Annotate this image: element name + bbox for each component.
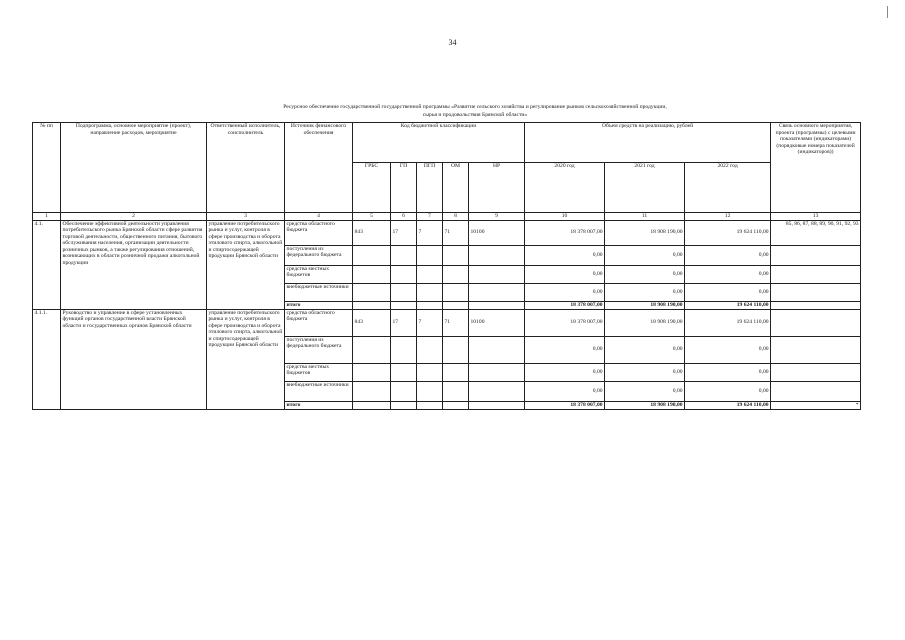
total-2021: 18 908 190,00 [605,301,685,309]
value-2020: 0,00 [525,265,605,283]
header-subprogram: Подпрограмма, основное мероприятие (проект), направление расходов, мероприятие [61,123,207,213]
gp-cell [391,363,417,381]
value-2022: 0,00 [685,245,771,265]
header-volume: Объем средств на реализацию, рублей [525,123,771,163]
col-number: 5 [353,213,391,221]
pgp-cell [417,363,443,381]
col-number: 9 [469,213,525,221]
value-2021: 18 908 190,00 [605,220,685,245]
total-label: итого [285,301,353,309]
total-2020: 18 378 007,00 [525,401,605,409]
source-cell: средства местных бюджетов [285,265,353,283]
total-link: * [771,401,861,409]
grbs-cell [353,283,391,301]
nr-cell [469,283,525,301]
grbs-cell [353,381,391,401]
col-number: 1 [33,213,61,221]
col-number: 8 [443,213,469,221]
column-number-row [33,213,861,221]
value-2021: 0,00 [605,363,685,381]
grbs-cell: 843 [353,309,391,336]
om-cell [443,265,469,283]
col-number: 10 [525,213,605,221]
table-row [33,309,861,336]
header-executor: Ответственный исполнитель, соисполнитель [207,123,285,213]
value-2020: 0,00 [525,245,605,265]
value-2020: 0,00 [525,363,605,381]
indicator-link [771,309,861,336]
title-line-1: Ресурсное обеспечение государственной государственной программы «Развитие сельского хозяйства и регулирование рынков сельскохозяйственной продукции, [283,104,667,110]
value-2022: 19 624 110,00 [685,220,771,245]
pgp-cell [417,283,443,301]
value-2020: 0,00 [525,336,605,363]
header-2020: 2020 год [525,163,605,213]
nr-cell: 10100 [469,220,525,245]
value-2021: 0,00 [605,381,685,401]
value-2022: 0,00 [685,336,771,363]
om-cell [443,245,469,265]
value-2020: 18 378 007,00 [525,220,605,245]
grbs-cell [353,336,391,363]
value-2021: 0,00 [605,245,685,265]
pgp-cell [417,265,443,283]
value-2022: 0,00 [685,283,771,301]
gp-cell: 17 [391,220,417,245]
source-cell: внебюджетные источники [285,283,353,301]
om-cell: 71 [443,309,469,336]
gp-cell [391,245,417,265]
row-name: Руководство и управление в сфере установленных функций органов государственной власти Брянской области и государственных органов Брянской области [61,309,207,409]
om-cell [443,363,469,381]
pgp-cell [417,336,443,363]
pgp-cell: 7 [417,220,443,245]
header-nr: НР [469,163,525,213]
total-2022: 19 624 110,00 [685,401,771,409]
source-cell: средства местных бюджетов [285,363,353,381]
gp-cell [391,283,417,301]
indicator-link [771,283,861,301]
row-number: 4.1. [33,220,61,309]
value-2022: 19 624 110,00 [685,309,771,336]
om-cell: 71 [443,220,469,245]
value-2020: 0,00 [525,381,605,401]
col-number: 4 [285,213,353,221]
nr-cell [469,265,525,283]
total-2022: 19 624 110,00 [685,301,771,309]
value-2021: 0,00 [605,265,685,283]
header-pgp: ПГП [417,163,443,213]
grbs-cell [353,363,391,381]
grbs-cell [353,265,391,283]
page-number: 34 [448,38,457,47]
header-grbs: ГРБС [353,163,391,213]
value-2022: 0,00 [685,265,771,283]
om-cell [443,283,469,301]
gp-cell [391,336,417,363]
gp-cell [391,381,417,401]
pgp-cell [417,381,443,401]
pgp-cell: 7 [417,309,443,336]
indicator-link: 85, 86, 87, 88, 89, 90, 91, 92, 93 [771,220,861,245]
total-link [771,301,861,309]
nr-cell: 10100 [469,309,525,336]
row-executor: управление потребительского рынка и услуг, контроля в сфере производства и оборота этилового спирта, алкогольной и спиртосодержащей продукции Брянской области [207,220,285,309]
value-2021: 0,00 [605,336,685,363]
source-cell: средства областного бюджета [285,309,353,336]
indicator-link [771,336,861,363]
scan-edge-mark [887,6,888,18]
col-number: 6 [391,213,417,221]
header-budget-code: Код бюджетной классификации [353,123,525,163]
indicator-link [771,363,861,381]
indicator-link [771,245,861,265]
grbs-cell: 843 [353,220,391,245]
value-2021: 18 908 190,00 [605,309,685,336]
col-number: 2 [61,213,207,221]
nr-cell [469,363,525,381]
om-cell [443,381,469,401]
source-cell: средства областного бюджета [285,220,353,245]
value-2020: 18 378 007,00 [525,309,605,336]
om-cell [443,336,469,363]
value-2021: 0,00 [605,283,685,301]
value-2020: 0,00 [525,283,605,301]
col-number: 13 [771,213,861,221]
value-2022: 0,00 [685,381,771,401]
col-number: 11 [605,213,685,221]
row-executor: управление потребительского рынка и услуг, контроля в сфере производства и оборота этилового спирта, алкогольной и спиртосодержащей продукции Брянской области [207,309,285,409]
header-gp: ГП [391,163,417,213]
gp-cell: 17 [391,309,417,336]
value-2022: 0,00 [685,363,771,381]
header-num: № пп [33,123,61,213]
total-2020: 18 378 007,00 [525,301,605,309]
indicator-link [771,265,861,283]
col-number: 3 [207,213,285,221]
source-cell: внебюджетные источники [285,381,353,401]
pgp-cell [417,245,443,265]
nr-cell [469,336,525,363]
indicator-link [771,381,861,401]
col-number: 7 [417,213,443,221]
header-2021: 2021 год [605,163,685,213]
header-source: Источник финансового обеспечения [285,123,353,213]
row-name: Обеспечение эффективной деятельности управления потребительского рынка Брянской области сфере развития торговой деятельности, общественного питания, бытового обслуживания населения, организации деятельности розничных рынков, а также регулирования отношений, возникающих в области розничной продажи алкогольной продукции [61,220,207,309]
gp-cell [391,265,417,283]
total-label: итого [285,401,353,409]
source-cell: поступления из федерального бюджета [285,336,353,363]
col-number: 12 [685,213,771,221]
header-link: Связь основного мероприятия, проекта (программы) с целевыми показателями (индикаторами) (порядковые номера показателей (индикаторов)) [771,123,861,213]
table-row [33,220,861,245]
resource-table [32,122,861,410]
header-om: ОМ [443,163,469,213]
total-2021: 18 908 190,00 [605,401,685,409]
grbs-cell [353,245,391,265]
document-title [150,104,800,119]
nr-cell [469,245,525,265]
header-2022: 2022 год [685,163,771,213]
title-line-2: сырья и продовольствия Брянской области» [422,111,528,118]
nr-cell [469,381,525,401]
row-number: 4.1.1. [33,309,61,409]
source-cell: поступления из федерального бюджета [285,245,353,265]
